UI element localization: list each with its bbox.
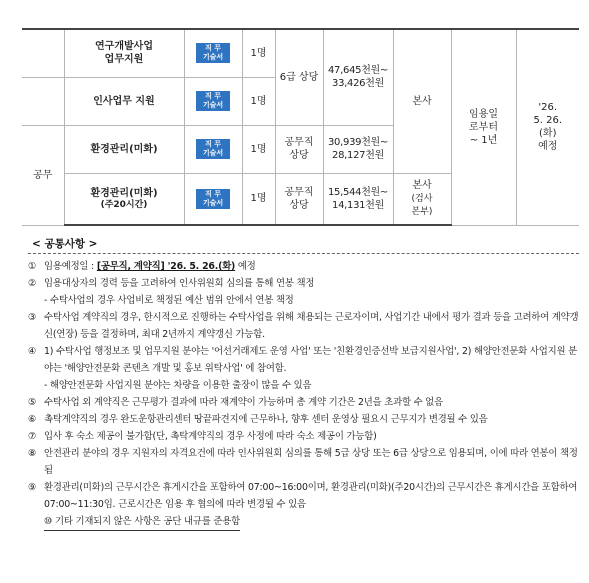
grade: 6급 상당: [275, 29, 323, 125]
job-description-badge[interactable]: 직 무 기술서: [196, 139, 230, 159]
salary-range: 15,544천원~ 14,131천원: [323, 173, 393, 225]
headcount: 1명: [242, 77, 275, 125]
job-title: 인사업무 지원: [64, 77, 184, 125]
grade: 공무직 상당: [275, 125, 323, 173]
salary-range: 47,645천원~ 33,426천원: [323, 29, 393, 125]
grade: 공무직 상당: [275, 173, 323, 225]
job-description-badge[interactable]: 직 무 기술서: [196, 43, 230, 63]
contract-term: 임용일 로부터 ~ 1년: [451, 29, 516, 225]
job-title: 연구개발사업 업무지원: [64, 29, 184, 77]
salary-range: 30,939천원~ 28,127천원: [323, 125, 393, 173]
start-schedule: '26. 5. 26. (화) 예정: [516, 29, 579, 225]
note-item: ③ 수탁사업 계약직의 경우, 한시적으로 진행하는 수탁사업을 위해 채용되는 근로자이며, 사업기간 내에서 평가 결과 등을 고려하여 계약갱신(연장) 등을 결정하며, 최대 2년까지 계약갱신 가능함.: [28, 312, 579, 340]
common-notes: [28, 237, 579, 531]
note-subitem: - 수탁사업의 경우 사업비로 책정된 예산 범위 안에서 연봉 책정: [44, 295, 294, 306]
note-item: ⑧ 안전관리 분야의 경우 지원자의 자격요건에 따라 인사위원회 심의를 통해 5급 상당 또는 6급 상당으로 임용되며, 이에 따라 연봉이 책정됨: [28, 448, 578, 476]
job-title: 환경관리(미화) (주20시간): [64, 173, 184, 225]
location: 본사: [393, 29, 451, 173]
category-label: 공무: [22, 125, 64, 225]
note-item: ④ 1) 수탁사업 행정보조 및 업무지원 분야는 '어선거래제도 운영 사업' 또는 '친환경인증선박 보급지원사업', 2) 해양안전문화 사업지원 분야는 '해양안전문화 콘텐츠 개발 및 홍보 위탁사업' 에 참여함.: [28, 346, 577, 374]
job-description-badge[interactable]: 직 무 기술서: [196, 189, 230, 209]
job-description-badge[interactable]: 직 무 기술서: [196, 91, 230, 111]
job-title: 환경관리(미화): [64, 125, 184, 173]
headcount: 1명: [242, 173, 275, 225]
dashed-divider: [28, 253, 579, 254]
note-item: ⑥ 촉탁계약직의 경우 완도운항관리센터 땅끝파견지에 근무하나, 향후 센터 운영상 필요시 근무지가 변경될 수 있음: [28, 414, 488, 425]
note-item: ② 임용대상자의 경력 등을 고려하여 인사위원회 심의를 통해 연봉 책정: [28, 278, 315, 289]
recruitment-table: [22, 28, 579, 226]
note-item: ① 임용예정일 : [공무직, 계약직] '26. 5. 26.(화) 예정: [28, 261, 256, 272]
location: 본사 (검사 본부): [393, 173, 451, 225]
notes-title: < 공통사항 >: [32, 238, 98, 250]
table-row: [22, 29, 579, 77]
note-item: ⑩ 기타 기재되지 않은 사항은 공단 내규를 준용함: [28, 513, 579, 531]
note-item: ⑨ 환경관리(미화)의 근무시간은 휴게시간을 포함하여 07:00~16:00이며, 환경관리(미화)(주20시간)의 근무시간은 휴게시간을 포함하여 07:00~11:30임. 근로시간은 임용 후 협의에 따라 변경될 수 있음: [28, 482, 578, 510]
headcount: 1명: [242, 125, 275, 173]
note-subitem: - 해양안전문화 사업지원 분야는 차량을 이용한 출장이 많을 수 있음: [44, 380, 312, 391]
note-item: ⑦ 입사 후 숙소 제공이 불가함(단, 촉탁계약직의 경우 사정에 따라 숙소 제공이 가능함): [28, 431, 377, 442]
headcount: 1명: [242, 29, 275, 77]
note-item: ⑤ 수탁사업 외 계약직은 근무평가 결과에 따라 재계약이 가능하며 총 계약 기간은 2년을 초과할 수 없음: [28, 397, 443, 408]
